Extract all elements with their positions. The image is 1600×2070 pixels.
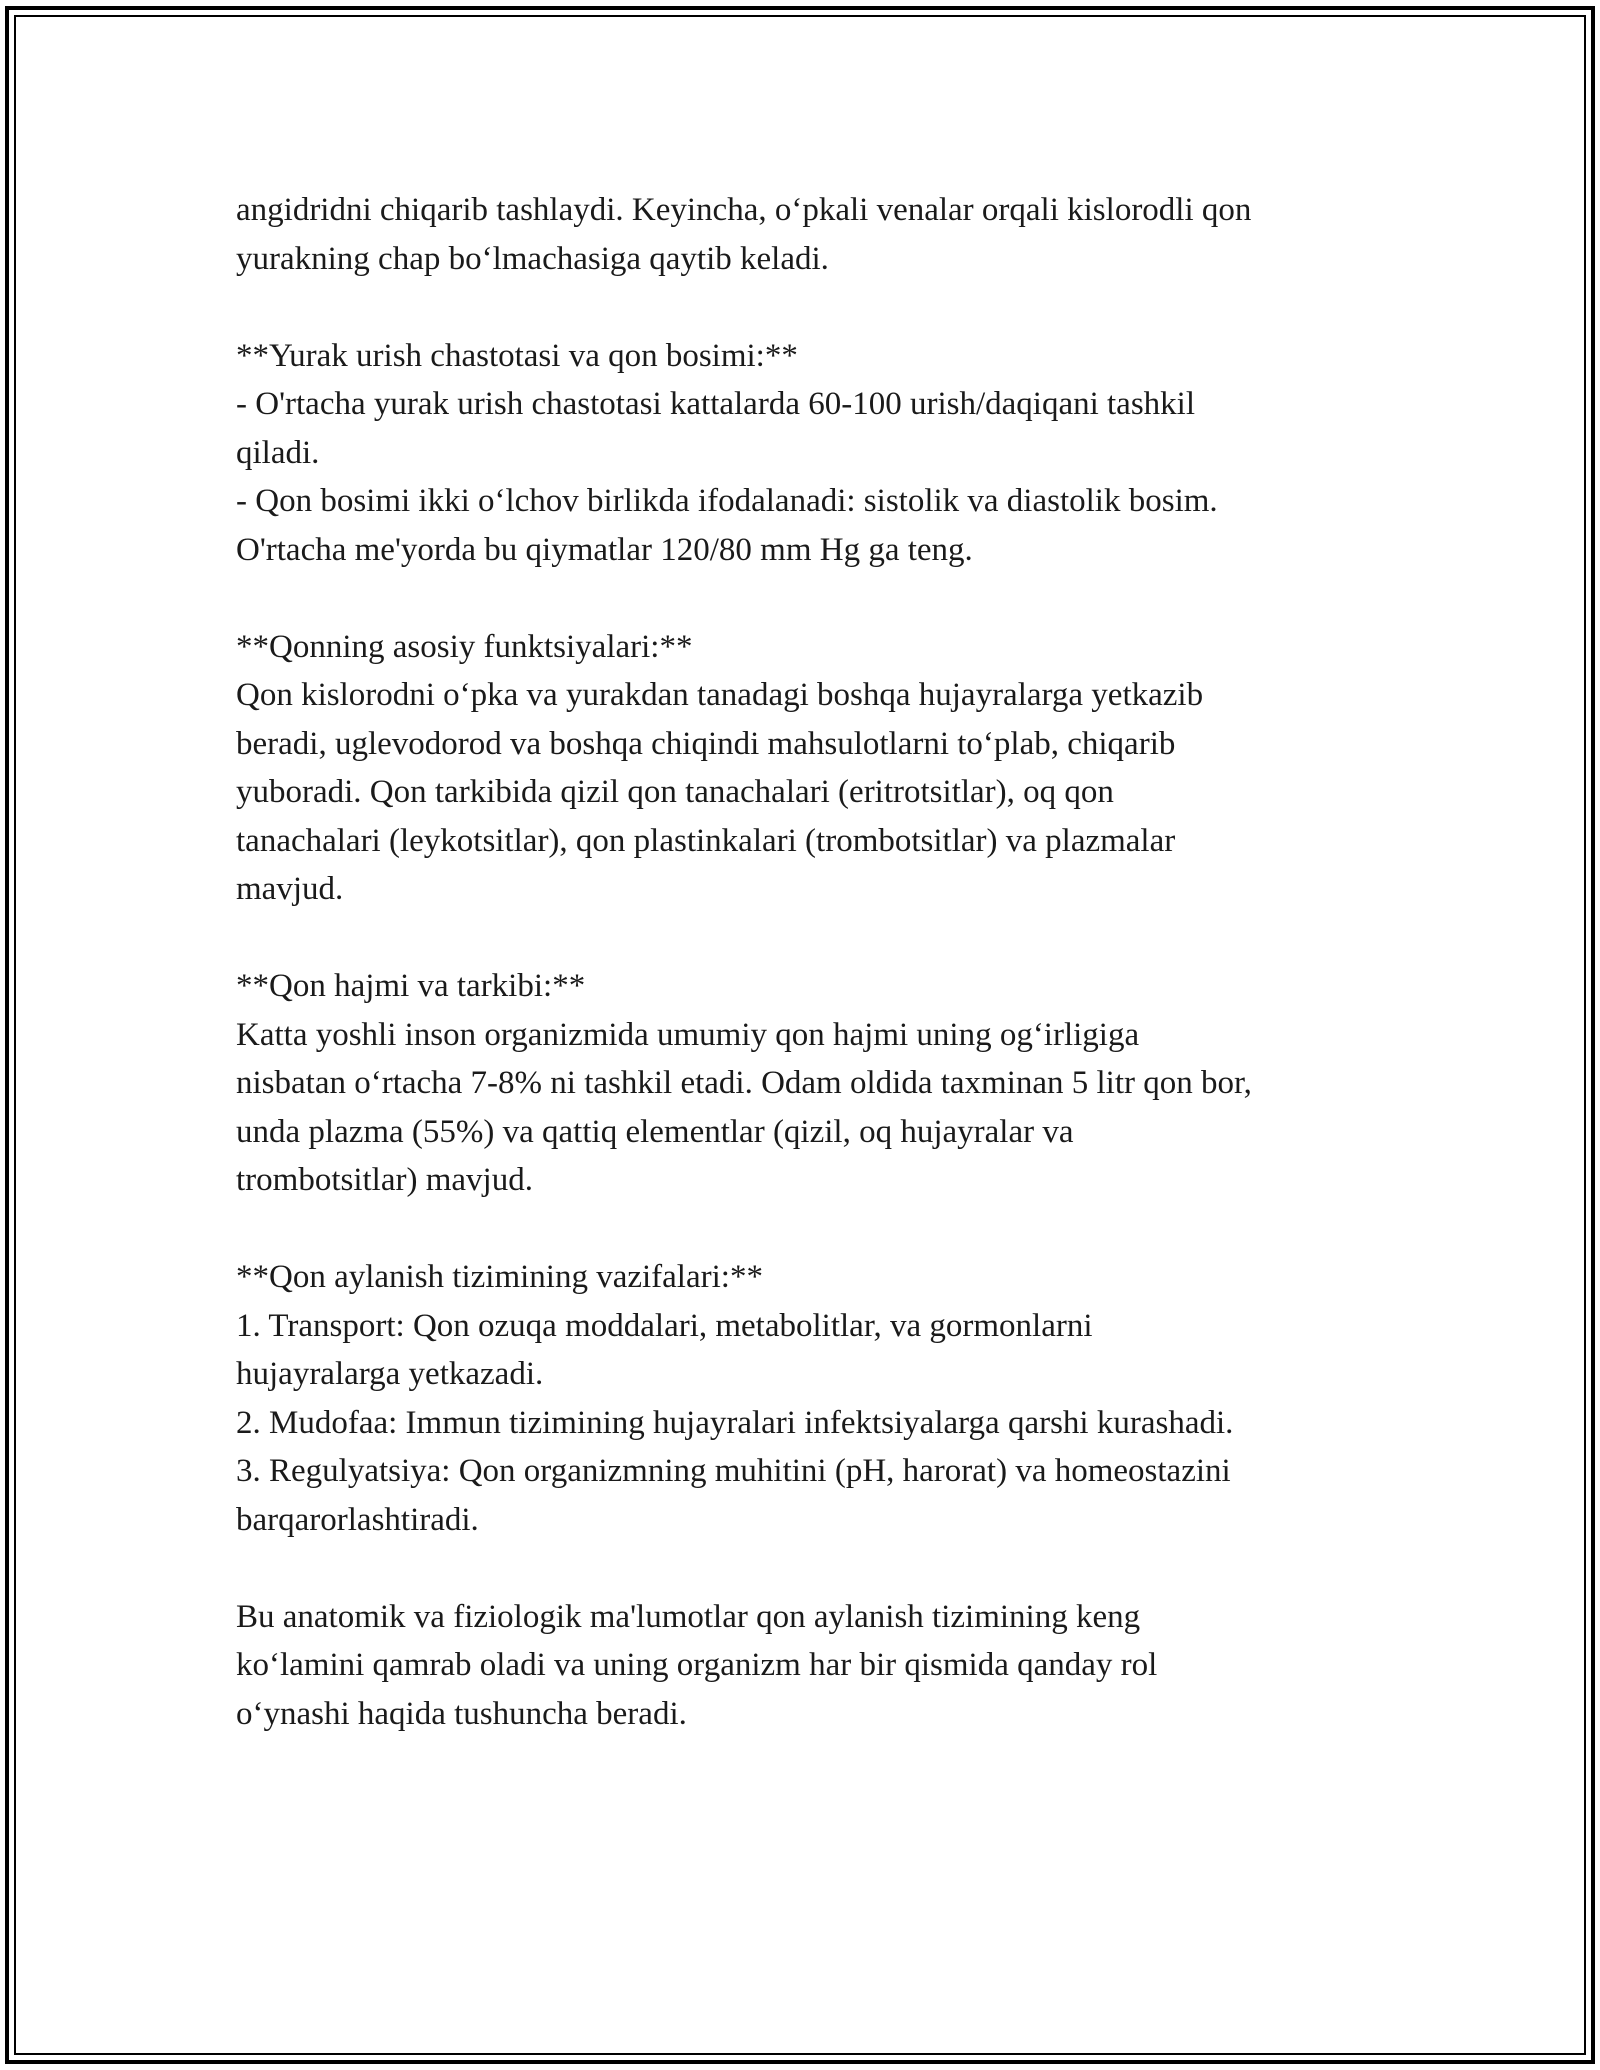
- text-line: angidridni chiqarib tashlaydi. Keyincha, o‘pkali venalar orqali kislorodli qon: [236, 192, 1252, 228]
- paragraph-spacer: [236, 283, 1386, 332]
- list-item: 2. Mudofaa: Immun tizimining hujayralari infektsiyalarga qarshi kurashadi.: [236, 1404, 1234, 1441]
- section-heading: **Qon aylanish tizimining vazifalari:**: [236, 1259, 763, 1295]
- text-line: yuboradi. Qon tarkibida qizil qon tanachalari (eritrotsitlar), oq qon: [236, 774, 1114, 810]
- list-item: - Qon bosimi ikki o‘lchov birlikda ifodalanadi: sistolik va diastolik bosim.: [236, 483, 1218, 519]
- section-heart-rate-blood-pressure: [236, 332, 1386, 575]
- section-heading: **Qon hajmi va tarkibi:**: [236, 968, 586, 1004]
- text-line: ko‘lamini qamrab oladi va uning organizm har bir qismida qanday rol: [236, 1647, 1158, 1683]
- text-line: Qon kislorodni o‘pka va yurakdan tanadagi boshqa hujayralarga yetkazib: [236, 677, 1204, 713]
- text-line: barqarorlashtiradi.: [236, 1501, 479, 1538]
- paragraph-conclusion: [236, 1593, 1386, 1739]
- text-line: trombotsitlar) mavjud.: [236, 1162, 533, 1198]
- text-line: yurakning chap bo‘lmachasiga qaytib keladi.: [236, 240, 829, 277]
- document-body: [236, 186, 1386, 1738]
- text-line: O'rtacha me'yorda bu qiymatlar 120/80 mm Hg ga teng.: [236, 531, 973, 568]
- section-heading: **Qonning asosiy funktsiyalari:**: [236, 628, 693, 665]
- text-line: Bu anatomik va fiziologik ma'lumotlar qon aylanish tizimining keng: [236, 1598, 1141, 1635]
- text-line: mavjud.: [236, 871, 344, 907]
- section-heading: **Yurak urish chastotasi va qon bosimi:**: [236, 337, 798, 374]
- list-item: 1. Transport: Qon ozuqa moddalari, metabolitlar, va gormonlarni: [236, 1307, 1093, 1344]
- section-blood-functions: [236, 623, 1386, 914]
- text-line: qiladi.: [236, 434, 320, 471]
- paragraph-spacer: [236, 1205, 1386, 1254]
- text-line: tanachalari (leykotsitlar), qon plastinkalari (trombotsitlar) va plazmalar: [236, 822, 1176, 859]
- text-line: hujayralarga yetkazadi.: [236, 1356, 544, 1392]
- text-line: Katta yoshli inson organizmida umumiy qon hajmi uning og‘irligiga: [236, 1016, 1140, 1053]
- text-line: nisbatan o‘rtacha 7-8% ni tashkil etadi. Odam oldida taxminan 5 litr qon bor,: [236, 1065, 1252, 1101]
- paragraph-spacer: [236, 914, 1386, 963]
- paragraph-spacer: [236, 1544, 1386, 1593]
- paragraph-spacer: [236, 574, 1386, 623]
- text-line: beradi, uglevodorod va boshqa chiqindi mahsulotlarni to‘plab, chiqarib: [236, 725, 1176, 762]
- section-blood-volume: [236, 962, 1386, 1205]
- paragraph-blood-return: [236, 186, 1386, 283]
- section-circulatory-functions: [236, 1253, 1386, 1544]
- list-item: - O'rtacha yurak urish chastotasi kattalarda 60-100 urish/daqiqani tashkil: [236, 386, 1195, 422]
- text-line: o‘ynashi haqida tushuncha beradi.: [236, 1695, 687, 1732]
- text-line: unda plazma (55%) va qattiq elementlar (qizil, oq hujayralar va: [236, 1113, 1074, 1150]
- list-item: 3. Regulyatsiya: Qon organizmning muhitini (pH, harorat) va homeostazini: [236, 1453, 1231, 1489]
